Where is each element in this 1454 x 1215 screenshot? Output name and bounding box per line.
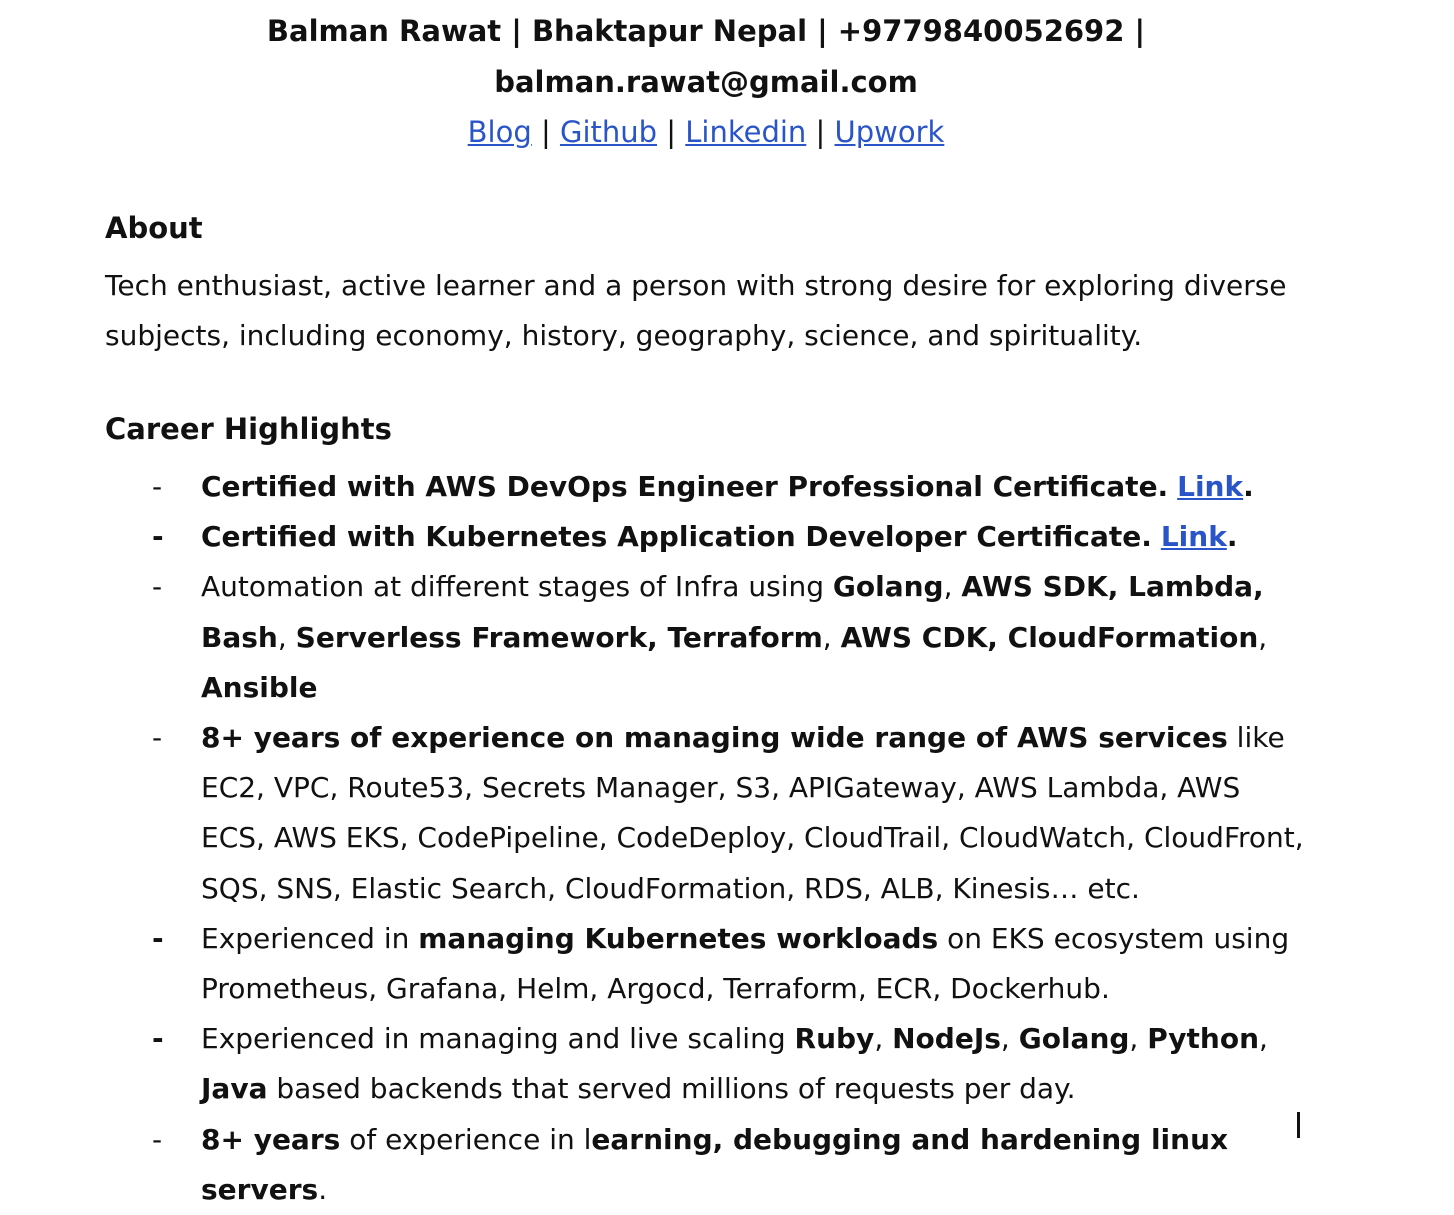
highlight-text: , (1258, 620, 1268, 654)
highlight-bold-text: Certified with Kubernetes Application Developer Certificate. (201, 520, 1152, 554)
highlight-end: . (1243, 470, 1254, 503)
highlight-bold-text: earning, debugging and hardening linux servers (201, 1122, 1229, 1206)
upwork-link[interactable]: Upwork (834, 115, 945, 149)
profile-links (0, 115, 1412, 149)
highlight-text: on EKS ecosystem using Prometheus, Grafana, Helm, Argocd, Terraform, ECR, Dockerhub. (201, 921, 1290, 1006)
github-link[interactable]: Github (559, 115, 658, 149)
highlight-bold-text: AWS SDK, Lambda, Bash (201, 570, 1264, 654)
career-highlights-heading: Career Highlights (105, 412, 392, 446)
highlight-text: like EC2, VPC, Route53, Secrets Manager, S3, APIGateway, AWS Lambda, AWS ECS, AWS EKS, CodePipeline, CodeDeploy, CloudTrail, CloudWatch, CloudFront, SQS, SNS, Elastic Search, CloudFormation, RDS, ALB, Kinesis… etc. (201, 721, 1304, 905)
blog-link[interactable]: Blog (467, 115, 532, 149)
highlight-bold-text: 8+ years of experience on managing wide range of AWS services (201, 721, 1228, 755)
k8s-cert-link[interactable]: Link (1160, 520, 1227, 554)
highlight-text: , (1000, 1022, 1019, 1056)
bullet-dash: - (152, 470, 163, 503)
highlight-kubernetes-cert (0, 512, 1311, 562)
highlight-bold-text: Java (201, 1072, 268, 1106)
highlight-bold-text: Certified with AWS DevOps Engineer Professional Certificate. (201, 470, 1169, 503)
highlight-bold-text: managing Kubernetes workloads (418, 921, 939, 955)
highlight-bold-text: Serverless Framework, Terraform (295, 620, 823, 654)
bullet-dash: - (152, 1022, 164, 1056)
highlight-text: , (874, 1022, 893, 1056)
highlight-bold-text: Golang (1018, 1022, 1130, 1056)
highlight-text: Experienced in managing and live scaling (201, 1022, 795, 1056)
highlight-automation (0, 562, 1311, 713)
bullet-dash: - (152, 520, 164, 554)
highlight-bold-text: Python (1147, 1022, 1260, 1056)
highlight-text: Automation at different stages of Infra using (201, 570, 833, 604)
highlight-linux-servers (0, 1115, 1311, 1215)
link-separator: | (815, 115, 826, 149)
highlight-text: , (1259, 1022, 1268, 1056)
highlight-aws-services (0, 713, 1311, 914)
linkedin-link[interactable]: Linkedin (685, 115, 807, 149)
highlight-bold-text: Ruby (794, 1022, 875, 1056)
highlight-end: . (1226, 520, 1238, 554)
highlight-aws-devops-cert (0, 462, 1311, 512)
highlight-bold-text: 8+ years (201, 1122, 341, 1156)
highlight-text: , (1129, 1022, 1148, 1056)
highlight-text: of experience in l (340, 1122, 592, 1156)
highlight-text: Experienced in (201, 921, 419, 955)
highlight-text: , (822, 620, 841, 654)
about-text: Tech enthusiast, active learner and a person with strong desire for exploring diverse subjects, including economy, history, geography, science, and spirituality. (105, 269, 1287, 352)
highlight-text: , (277, 620, 296, 654)
link-separator: | (666, 115, 677, 149)
aws-cert-link[interactable]: Link (1177, 470, 1244, 503)
bullet-dash: - (152, 570, 163, 604)
bullet-dash: - (152, 721, 163, 755)
highlight-kubernetes-workloads (0, 914, 1311, 1014)
about-heading: About (105, 211, 203, 245)
highlight-text: , (943, 570, 962, 604)
highlight-bold-text: AWS CDK, CloudFormation (840, 620, 1259, 654)
link-separator: | (540, 115, 551, 149)
highlight-bold-text: Ansible (201, 670, 318, 704)
text-cursor (1297, 1112, 1300, 1138)
highlight-bold-text: Golang (832, 570, 944, 604)
highlight-text: . (318, 1172, 328, 1206)
highlight-backends (0, 1014, 1311, 1114)
email-line: balman.rawat@gmail.com (494, 65, 918, 99)
bullet-dash: - (152, 921, 164, 955)
career-highlights-list (0, 462, 1454, 1215)
contact-line: Balman Rawat | Bhaktapur Nepal | +9779840052692 | (266, 14, 1146, 48)
highlight-bold-text: NodeJs (892, 1022, 1001, 1056)
highlight-text: based backends that served millions of requests per day. (267, 1072, 1076, 1106)
bullet-dash: - (152, 1122, 163, 1156)
